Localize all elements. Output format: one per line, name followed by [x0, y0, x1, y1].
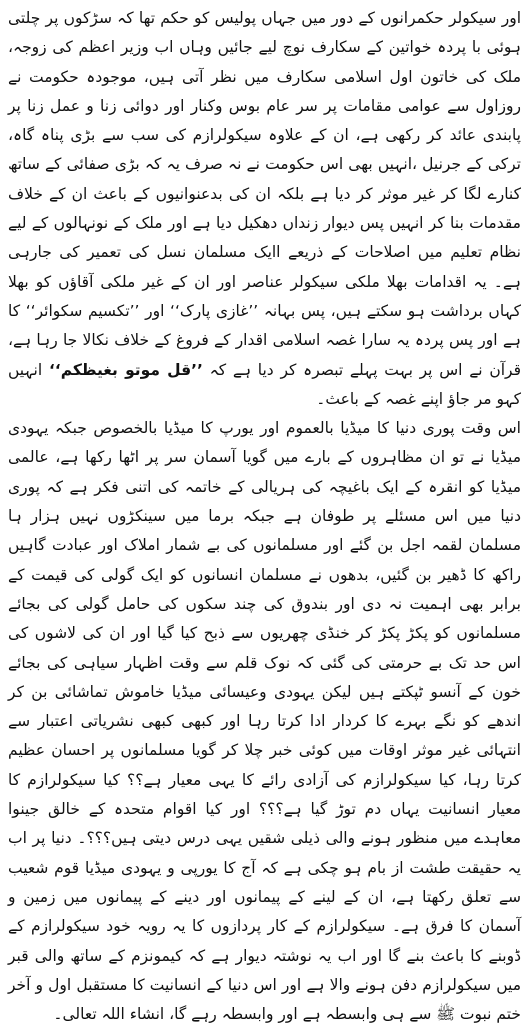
article-paragraph-1: [8, 4, 521, 414]
paragraph-1-text: اور سیکولر حکمرانوں کے دور میں جہاں پولیس کو حکم تھا کہ سڑکوں پر چلتی ہوئی با پردہ خواتین کے سکارف نوچ لیے جائیں وہاں اب وزیر اعظم کی زوجہ، ملک کی خاتون اول اسلامی سکارف میں نظر آتی ہیں، موجودہ حکومت نے روزاول سے عوامی مقامات پر سر عام بوس وکنار اور دوائی زنا و عمل زنا پر پابندی عائد کر رکھی ہے، ان کے علاوہ سیکولرازم کی سب سے بڑی پناہ گاہ، ترکی کے جرنیل ،انہیں بھی اس حکومت نے نہ صرف یہ کہ بڑی صفائی کے ساتھ کنارے لگا کر غیر موثر کر دیا ہے بلکہ ان کی بدعنوانیوں کے باعث ان کے خلاف مقدمات بنا کر انہیں پس دیوار زنداں دھکیل دیا ہے اور ملک کے نونہالوں کے لیے نظام تعلیم میں اصلاحات کے ذریعے اایک مسلمان نسل کی تعمیر کی جارہی ہے۔ یہ اقدامات بھلا ملکی سیکولر عناصر اور ان کے غیر ملکی آقاؤں کو بھلا کہاں برداشت ہو سکتے ہیں، پس بہانہ ’’غازی پارک‘‘ اور ’’تکسیم سکوائر‘‘ کا ہے اور پس پردہ یہ سارا غصہ اسلامی اقدار کے فروغ کے خلاف نکالا جا رہا ہے، قرآن نے اس پر بہت پہلے تبصرہ کر دیا ہے کہ: [8, 9, 521, 379]
quran-quote: ’’قل موتو بغیظکم‘‘: [48, 360, 203, 379]
quote-translation: انہیں کہو مر جاؤ اپنے غصہ کے باعث۔: [8, 360, 521, 408]
paragraph-2-text: اس وقت پوری دنیا کا میڈیا بالعموم اور یورپ کا میڈیا بالخصوص جبکہ یہودی میڈیا نے تو ان مظاہروں کے بارے میں گویا آسمان سر پر اٹھا رکھا ہے، عالمی میڈیا کو انقرہ کے ایک باغیچہ کی ہریالی کے خاتمہ کی اتنی فکر ہے کہ پوری دنیا میں اس مسئلے پر طوفان ہے جبکہ برما میں سینکڑوں نہیں ہزار ہا مسلمان لقمہ اجل بن گئے اور مسلمانوں کی بے شمار املاک اور عبادت گاہیں راکھ کا ڈھیر بن گئیں، بدھوں نے مسلمان انسانوں کو ایک گولی کی قیمت کے برابر بھی اہمیت نہ دی اور بندوق کی چند سکوں کی حامل گولی کی بجائے مسلمانوں کو پکڑ پکڑ کر خنڈی چھریوں سے ذبح کیا گیا اور ان کی لاشوں کی اس حد تک بے حرمتی کی گئی کہ نوک قلم سے وقت اظہار سیاہی کی بجائے خون کے آنسو ٹپکتے ہیں لیکن یہودی وعیسائی میڈیا خاموش تماشائی بن کر اندھے کو نگے بہرے کا کردار ادا کرتا رہا اور کبھی کبھی نشریاتی اعتبار سے انتہائی غیر موثر اوقات میں کوئی خبر چلا کر گویا مسلمانوں پر احسان عظیم کرتا رہا، کیا سیکولرازم کی آزادی رائے کا یہی معیار ہے؟؟ کیا سیکولرازم کا معیار انسانیت یہاں دم توڑ گیا ہے؟؟؟ اور کیا اقوام متحدہ کے خالق جینوا معاہدے میں منظور ہونے والی ذیلی شقیں یہی درس دیتی ہیں؟؟؟۔ دنیا پر اب یہ حقیقت طشت از بام ہو چکی ہے کہ آج کا یورپی و یہودی میڈیا قوم شعیب سے تعلق رکھتا ہے، ان کے لینے کے پیمانوں اور دینے کے پیمانوں میں زمین و آسمان کا فرق ہے۔ سیکولرازم کے کار پردازوں کا یہ رویہ خود سیکولرازم کے ڈوبنے کا باعث بنے گا اور اب یہ نوشتہ دیوار ہے کہ کیمونزم کے ساتھ والی قبر میں سیکولرازم دفن ہونے والا ہے اور اس دنیا کے انسانیت کا مستقبل اول و آخر ختم نبوت ﷺ سے ہی وابسطہ ہے اور وابسطہ رہے گا، انشاء اللہ تعالی۔: [8, 419, 521, 1024]
article-paragraph-2: [8, 414, 521, 1029]
